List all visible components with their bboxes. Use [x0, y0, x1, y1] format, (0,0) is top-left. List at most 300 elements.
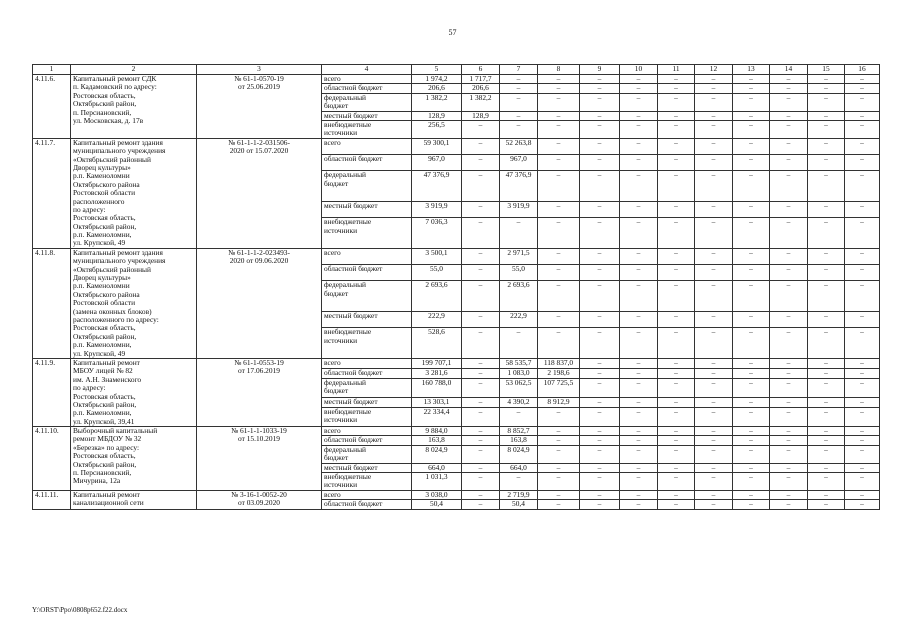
item-name-line: р.п. Каменоломни, [73, 408, 132, 418]
value-cell-v7: – [500, 75, 538, 84]
value-cell-empty: – [580, 111, 620, 120]
item-name-line: р.п. Каменоломни, [73, 340, 132, 350]
value-cell-empty: – [770, 427, 808, 436]
footer-path: Y:\ORST\Ppo\0808p652.f22.docx [32, 606, 128, 614]
value-cell-empty: – [845, 248, 880, 264]
value-cell-v5: 3 500,1 [412, 248, 462, 264]
value-cell-empty: – [845, 328, 880, 359]
value-cell-v7: 4 390,2 [500, 397, 538, 407]
item-name-line: Дворец культуры» [73, 273, 131, 283]
item-name-line: Мичурина, 12а [73, 476, 121, 486]
item-name-line: «Октябрьский районный [73, 264, 151, 274]
value-cell-empty: – [770, 311, 808, 327]
value-cell-empty: – [845, 121, 880, 139]
value-cell-v8: – [538, 171, 580, 202]
value-cell-empty: – [733, 265, 770, 281]
value-cell-empty: – [808, 111, 845, 120]
value-cell-empty: – [770, 265, 808, 281]
column-header: 14 [770, 65, 808, 75]
value-cell-empty: – [770, 397, 808, 407]
value-cell-empty: – [658, 138, 695, 154]
expertise-document [197, 490, 322, 509]
value-cell-v7: – [500, 84, 538, 93]
funding-source-line: бюджет [324, 453, 349, 463]
value-cell-v8: – [538, 265, 580, 281]
value-cell-empty: – [845, 75, 880, 84]
value-cell-empty: – [845, 473, 880, 491]
value-cell-v6: – [462, 201, 500, 217]
item-name [71, 138, 197, 248]
funding-source-line: бюджет [324, 101, 349, 111]
item-name-line: муниципального учреждения [73, 146, 166, 156]
value-cell-empty: – [808, 445, 845, 463]
funding-source-line: источники [324, 480, 358, 490]
value-cell-empty: – [658, 445, 695, 463]
table-row [33, 490, 880, 499]
value-cell-empty: – [695, 248, 733, 264]
value-cell-empty: – [580, 436, 620, 445]
budget-table [32, 64, 880, 510]
funding-source [322, 490, 412, 499]
item-name-line: Октябрьский район, [73, 399, 137, 409]
column-header: 10 [620, 65, 658, 75]
table-row [33, 427, 880, 436]
funding-source [322, 436, 412, 445]
value-cell-empty: – [770, 490, 808, 499]
funding-source-line: областной бюджет [324, 435, 383, 445]
value-cell-empty: – [695, 201, 733, 217]
document-line: от 03.09.2020 [238, 498, 280, 508]
value-cell-v8: – [538, 218, 580, 249]
value-cell-v6: – [462, 490, 500, 499]
value-cell-empty: – [695, 490, 733, 499]
value-cell-v8: – [538, 445, 580, 463]
funding-source-line: областной бюджет [324, 368, 383, 377]
column-header: 1 [33, 65, 71, 75]
value-cell-empty: – [808, 138, 845, 154]
value-cell-empty: – [845, 265, 880, 281]
value-cell-v5: 59 300,1 [412, 138, 462, 154]
item-name-line: расположенного по адресу: [73, 314, 159, 324]
expertise-document [197, 248, 322, 358]
value-cell-empty: – [808, 397, 845, 407]
funding-source [322, 281, 412, 312]
value-cell-empty: – [770, 248, 808, 264]
value-cell-v7: 3 919,9 [500, 201, 538, 217]
value-cell-empty: – [620, 138, 658, 154]
funding-source-line: всего [324, 490, 341, 499]
value-cell-v7: 1 083,0 [500, 368, 538, 378]
item-name-line: «Октябрьский районный [73, 154, 151, 164]
value-cell-v8: 118 837,0 [538, 358, 580, 368]
item-name-line: Октябрьского района [73, 179, 140, 189]
value-cell-empty: – [580, 75, 620, 84]
value-cell-empty: – [733, 155, 770, 171]
item-name-line: Ростовская область, [73, 451, 136, 461]
value-cell-v7: – [500, 93, 538, 111]
value-cell-v7: 163,8 [500, 436, 538, 445]
funding-source [322, 138, 412, 154]
funding-source [322, 75, 412, 84]
item-name-line: ул. Крупской, 49 [73, 238, 126, 248]
value-cell-v7: 53 062,5 [500, 379, 538, 398]
value-cell-empty: – [808, 265, 845, 281]
value-cell-empty: – [620, 473, 658, 491]
value-cell-empty: – [658, 218, 695, 249]
value-cell-v5: 199 707,1 [412, 358, 462, 368]
value-cell-empty: – [620, 111, 658, 120]
value-cell-empty: – [770, 138, 808, 154]
value-cell-empty: – [658, 463, 695, 472]
page-number: 57 [448, 28, 457, 37]
value-cell-empty: – [695, 311, 733, 327]
value-cell-empty: – [695, 379, 733, 398]
value-cell-empty: – [695, 218, 733, 249]
column-header: 3 [197, 65, 322, 75]
value-cell-empty: – [580, 248, 620, 264]
value-cell-v5: 528,6 [412, 328, 462, 359]
value-cell-empty: – [620, 358, 658, 368]
value-cell-empty: – [808, 473, 845, 491]
item-name [71, 358, 197, 426]
column-header: 5 [412, 65, 462, 75]
document-line: от 17.06.2019 [238, 366, 280, 376]
value-cell-v7: 8 852,7 [500, 427, 538, 436]
value-cell-v7: – [500, 121, 538, 139]
table-row [33, 358, 880, 368]
value-cell-empty: – [733, 311, 770, 327]
value-cell-empty: – [658, 358, 695, 368]
value-cell-v6: – [462, 463, 500, 472]
value-cell-v8: – [538, 311, 580, 327]
value-cell-empty: – [845, 218, 880, 249]
value-cell-empty: – [695, 463, 733, 472]
funding-source-line: всего [324, 426, 341, 436]
value-cell-empty: – [580, 445, 620, 463]
value-cell-empty: – [770, 408, 808, 427]
value-cell-empty: – [770, 473, 808, 491]
item-name-line: Ростовская область, [73, 90, 136, 100]
value-cell-empty: – [845, 138, 880, 154]
value-cell-empty: – [658, 248, 695, 264]
funding-source-line: бюджет [324, 178, 349, 188]
value-cell-empty: – [845, 490, 880, 499]
value-cell-v6: – [462, 473, 500, 491]
value-cell-v8: – [538, 93, 580, 111]
value-cell-empty: – [695, 265, 733, 281]
value-cell-empty: – [733, 93, 770, 111]
item-name [71, 490, 197, 509]
value-cell-empty: – [658, 93, 695, 111]
value-cell-empty: – [695, 138, 733, 154]
item-number: 4.11.8. [33, 248, 71, 358]
item-name-line: р.п. Каменоломни, [73, 230, 132, 240]
item-name-line: «Березка» по адресу: [73, 442, 140, 452]
value-cell-v5: 1 031,3 [412, 473, 462, 491]
table-row [33, 138, 880, 154]
value-cell-empty: – [620, 490, 658, 499]
value-cell-empty: – [808, 248, 845, 264]
value-cell-v5: 1 382,2 [412, 93, 462, 111]
funding-source-line: всего [324, 248, 341, 257]
funding-source [322, 379, 412, 398]
funding-source-line: федеральный [324, 170, 366, 180]
item-name-line: по адресу: [73, 204, 106, 214]
value-cell-empty: – [733, 408, 770, 427]
funding-source [322, 201, 412, 217]
value-cell-v8: – [538, 490, 580, 499]
value-cell-empty: – [845, 379, 880, 398]
value-cell-v8: – [538, 408, 580, 427]
value-cell-empty: – [580, 379, 620, 398]
value-cell-empty: – [580, 218, 620, 249]
value-cell-empty: – [845, 358, 880, 368]
value-cell-empty: – [658, 408, 695, 427]
value-cell-empty: – [580, 500, 620, 509]
value-cell-empty: – [695, 281, 733, 312]
document-line: № 61-1-0570-19 [234, 74, 284, 83]
value-cell-empty: – [733, 490, 770, 499]
value-cell-empty: – [658, 473, 695, 491]
item-name-line: ул. Московская, д. 17в [73, 115, 144, 125]
value-cell-empty: – [733, 379, 770, 398]
value-cell-empty: – [770, 75, 808, 84]
value-cell-empty: – [580, 328, 620, 359]
value-cell-empty: – [845, 201, 880, 217]
value-cell-empty: – [808, 358, 845, 368]
header-row [33, 65, 880, 75]
funding-source [322, 265, 412, 281]
funding-source-line: местный бюджет [324, 201, 378, 210]
value-cell-v8: – [538, 121, 580, 139]
item-name-line: ул. Крупской, 49 [73, 348, 126, 358]
table-row [33, 75, 880, 84]
value-cell-empty: – [620, 427, 658, 436]
expertise-document [197, 358, 322, 426]
funding-source [322, 155, 412, 171]
value-cell-empty: – [770, 358, 808, 368]
item-name-line: п. Кадамовский по адресу: [73, 82, 157, 92]
value-cell-empty: – [770, 93, 808, 111]
value-cell-empty: – [845, 84, 880, 93]
value-cell-v6: 128,9 [462, 111, 500, 120]
value-cell-empty: – [695, 500, 733, 509]
value-cell-empty: – [620, 121, 658, 139]
item-number: 4.11.7. [33, 138, 71, 248]
funding-source-line: областной бюджет [324, 154, 383, 163]
value-cell-empty: – [658, 281, 695, 312]
value-cell-empty: – [845, 171, 880, 202]
value-cell-empty: – [695, 445, 733, 463]
value-cell-v6: – [462, 379, 500, 398]
value-cell-v8: – [538, 201, 580, 217]
value-cell-empty: – [845, 93, 880, 111]
value-cell-empty: – [658, 397, 695, 407]
value-cell-empty: – [770, 379, 808, 398]
value-cell-empty: – [770, 218, 808, 249]
value-cell-empty: – [808, 84, 845, 93]
column-header: 15 [808, 65, 845, 75]
value-cell-empty: – [733, 171, 770, 202]
value-cell-v6: – [462, 311, 500, 327]
item-name-line: Капитальный ремонт [73, 490, 140, 499]
value-cell-empty: – [845, 436, 880, 445]
value-cell-v8: – [538, 436, 580, 445]
value-cell-empty: – [620, 281, 658, 312]
column-header: 9 [580, 65, 620, 75]
value-cell-empty: – [620, 171, 658, 202]
value-cell-v8: 2 198,6 [538, 368, 580, 378]
value-cell-empty: – [808, 281, 845, 312]
item-number: 4.11.6. [33, 75, 71, 139]
value-cell-v6: – [462, 218, 500, 249]
value-cell-v7: 58 535,7 [500, 358, 538, 368]
value-cell-empty: – [808, 500, 845, 509]
funding-source [322, 328, 412, 359]
value-cell-empty: – [733, 201, 770, 217]
item-name-line: Капитальный ремонт здания [73, 248, 163, 257]
column-header: 2 [71, 65, 197, 75]
value-cell-v5: 206,6 [412, 84, 462, 93]
value-cell-v5: 128,9 [412, 111, 462, 120]
value-cell-empty: – [580, 93, 620, 111]
funding-source [322, 171, 412, 202]
value-cell-v5: 9 884,0 [412, 427, 462, 436]
value-cell-v7: 967,0 [500, 155, 538, 171]
value-cell-empty: – [620, 93, 658, 111]
value-cell-v6: – [462, 427, 500, 436]
column-header: 4 [322, 65, 412, 75]
value-cell-empty: – [808, 121, 845, 139]
value-cell-v7: 2 719,9 [500, 490, 538, 499]
funding-source [322, 311, 412, 327]
value-cell-empty: – [695, 427, 733, 436]
value-cell-v6: – [462, 138, 500, 154]
value-cell-empty: – [733, 500, 770, 509]
value-cell-v6: 1 717,7 [462, 75, 500, 84]
funding-source [322, 500, 412, 509]
value-cell-v5: 2 693,6 [412, 281, 462, 312]
value-cell-empty: – [620, 84, 658, 93]
funding-source-line: внебюджетные [324, 407, 372, 417]
funding-source-line: всего [324, 138, 341, 147]
item-number: 4.11.10. [33, 427, 71, 491]
value-cell-v5: 22 334,4 [412, 408, 462, 427]
value-cell-empty: – [620, 155, 658, 171]
value-cell-empty: – [733, 427, 770, 436]
funding-source [322, 463, 412, 472]
value-cell-v7: 47 376,9 [500, 171, 538, 202]
value-cell-v5: 13 303,1 [412, 397, 462, 407]
value-cell-empty: – [658, 427, 695, 436]
item-name-line: Ростовская область, [73, 213, 136, 223]
document-line: от 25.06.2019 [238, 82, 280, 92]
funding-source [322, 93, 412, 111]
table-row [33, 248, 880, 264]
item-name-line: канализационной сети [73, 498, 144, 508]
value-cell-v6: – [462, 500, 500, 509]
value-cell-empty: – [695, 75, 733, 84]
column-header: 12 [695, 65, 733, 75]
value-cell-empty: – [845, 500, 880, 509]
value-cell-v6: – [462, 248, 500, 264]
funding-source-line: федеральный [324, 280, 366, 290]
item-name-line: Октябрьский район, [73, 221, 137, 231]
value-cell-empty: – [770, 463, 808, 472]
item-name-line: Капитальный ремонт СДК [73, 74, 157, 83]
value-cell-v5: 1 974,2 [412, 75, 462, 84]
value-cell-v8: – [538, 500, 580, 509]
funding-source-line: всего [324, 358, 341, 367]
item-name-line: расположенного [73, 196, 125, 206]
document-line: 2020 от 15.07.2020 [229, 146, 289, 156]
value-cell-empty: – [580, 473, 620, 491]
funding-source-line: источники [324, 335, 358, 345]
expertise-document [197, 427, 322, 491]
funding-source [322, 111, 412, 120]
value-cell-v5: 967,0 [412, 155, 462, 171]
value-cell-empty: – [733, 281, 770, 312]
value-cell-empty: – [620, 265, 658, 281]
funding-source [322, 358, 412, 368]
value-cell-empty: – [733, 111, 770, 120]
item-name-line: Ростовской области [73, 188, 136, 198]
funding-source [322, 427, 412, 436]
funding-source-line: местный бюджет [324, 463, 378, 472]
funding-source-line: федеральный [324, 93, 366, 102]
value-cell-v7: 52 263,8 [500, 138, 538, 154]
value-cell-empty: – [620, 463, 658, 472]
value-cell-empty: – [808, 490, 845, 499]
item-name-line: муниципального учреждения [73, 256, 166, 266]
value-cell-v8: – [538, 248, 580, 264]
item-name-line: им. А.Н. Знаменского [73, 374, 142, 384]
item-name-line: Октябрьский район, [73, 99, 137, 109]
value-cell-empty: – [695, 473, 733, 491]
funding-source-line: федеральный [324, 445, 366, 454]
value-cell-v8: – [538, 427, 580, 436]
item-name-line: р.п. Каменоломни [73, 281, 130, 291]
value-cell-empty: – [658, 379, 695, 398]
item-name-line: ремонт МБДОУ № 32 [73, 434, 142, 444]
document-line: 2020 от 09.06.2020 [229, 256, 289, 266]
value-cell-v8: – [538, 473, 580, 491]
value-cell-v7: – [500, 328, 538, 359]
value-cell-v5: 8 024,9 [412, 445, 462, 463]
value-cell-empty: – [733, 397, 770, 407]
value-cell-empty: – [620, 201, 658, 217]
document-line: № 3-16-1-0052-20 [231, 490, 287, 499]
value-cell-v7: – [500, 408, 538, 427]
column-header: 16 [845, 65, 880, 75]
funding-source [322, 397, 412, 407]
value-cell-empty: – [580, 171, 620, 202]
document-line: № 61-1-1-2-023493- [228, 248, 290, 257]
item-name [71, 427, 197, 491]
value-cell-empty: – [845, 445, 880, 463]
value-cell-v8: 107 725,5 [538, 379, 580, 398]
value-cell-empty: – [845, 408, 880, 427]
value-cell-empty: – [695, 436, 733, 445]
expertise-document [197, 75, 322, 139]
column-header: 8 [538, 65, 580, 75]
value-cell-empty: – [658, 201, 695, 217]
funding-source-line: областной бюджет [324, 499, 383, 509]
item-name-line: Выборочный капитальный [73, 426, 158, 436]
funding-source [322, 248, 412, 264]
item-name-line: (замена оконных блоков) [73, 306, 152, 316]
item-number: 4.11.9. [33, 358, 71, 426]
